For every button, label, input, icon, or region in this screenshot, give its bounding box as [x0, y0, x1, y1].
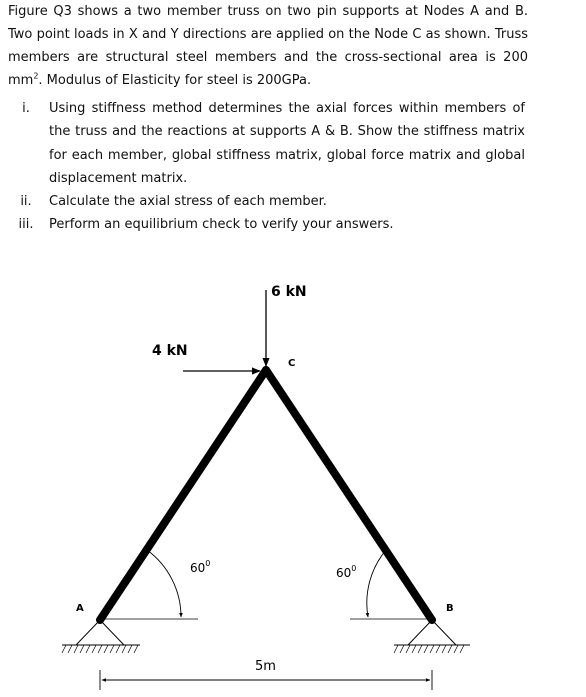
- problem-text: Figure Q3 shows a two member truss on two pin supports at Nodes A and B. Two point loads in X and Y directions are applied on the Node C as shown. Truss members are structural steel members and the cross-sectional area is 200 mm: [8, 4, 528, 88]
- angle-a-label: [190, 559, 210, 575]
- angle-b-label: [336, 564, 356, 580]
- question-number: i.: [22, 101, 30, 116]
- pin-support-a: [62, 620, 140, 653]
- pin-support-b: [394, 620, 470, 653]
- angle-arc-b: [367, 550, 386, 617]
- angle-b-value: 60: [336, 566, 352, 580]
- angle-a-degree: 0: [205, 559, 211, 568]
- area-unit-superscript: 2: [33, 71, 39, 81]
- angle-a-value: 60: [190, 561, 206, 575]
- node-a-label: A: [76, 603, 84, 614]
- question-text: Using stiffness method determines the axial forces within members of the truss and the reactions at supports A & B. Show the stiffness matrix for each member, global stiffness matrix, global force matrix and global displacement matrix.: [49, 101, 525, 186]
- node-c-label: C: [288, 358, 296, 369]
- question-number: ii.: [20, 194, 32, 210]
- member-ac: [100, 370, 266, 620]
- vertical-load-label: 6 kN: [271, 284, 307, 300]
- question-number: iii.: [18, 217, 34, 233]
- member-cb: [266, 370, 432, 620]
- question-text: Calculate the axial stress of each member.: [49, 194, 327, 210]
- span-label: 5m: [255, 659, 276, 674]
- question-text: Perform an equilibrium check to verify your answers.: [49, 217, 394, 233]
- horizontal-load-label: 4 kN: [152, 343, 188, 359]
- node-b-label: B: [446, 603, 454, 614]
- problem-text-end: . Modulus of Elasticity for steel is 200GPa.: [38, 73, 312, 88]
- angle-b-degree: 0: [351, 564, 357, 573]
- angle-arc-a: [147, 550, 181, 617]
